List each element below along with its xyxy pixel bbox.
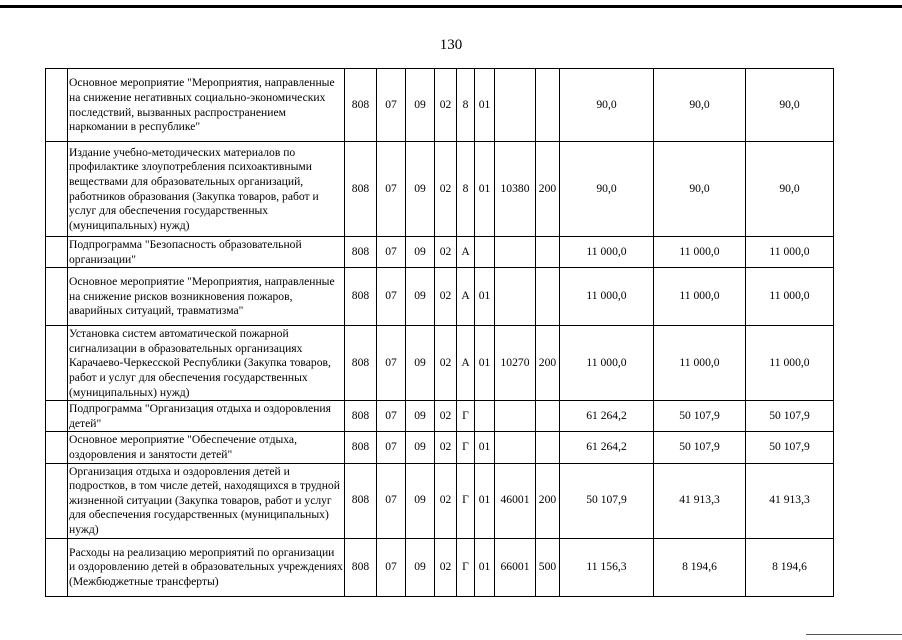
code-subsection: 09	[406, 401, 435, 432]
code-admin: 808	[345, 538, 377, 596]
code-section: 07	[377, 463, 406, 538]
amount-year-1: 11 156,3	[560, 538, 654, 596]
row-margin-cell	[46, 401, 68, 432]
amount-year-2: 11 000,0	[654, 326, 746, 401]
budget-table	[45, 68, 834, 597]
table-body	[46, 69, 834, 597]
code-direction	[495, 268, 536, 326]
code-subsection: 09	[406, 268, 435, 326]
code-admin: 808	[345, 401, 377, 432]
row-name: Установка систем автоматической пожарной сигнализации в образовательных организациях Карачаево-Черкесской Республики (Закупка товаров, работ и услуг для обеспечения государственных (муниципальных) нужд)	[68, 326, 345, 401]
code-admin: 808	[345, 326, 377, 401]
code-expense-type: 200	[536, 463, 560, 538]
amount-year-2: 11 000,0	[654, 237, 746, 268]
table-row	[46, 268, 834, 326]
code-direction	[495, 69, 536, 142]
code-section: 07	[377, 326, 406, 401]
table-row	[46, 237, 834, 268]
code-admin: 808	[345, 69, 377, 142]
amount-year-3: 11 000,0	[746, 268, 834, 326]
code-subprogram: Г	[457, 432, 475, 463]
row-name: Расходы на реализацию мероприятий по организации и оздоровлению детей в образовательных учреждениях (Межбюджетные трансферты)	[68, 538, 345, 596]
code-activity: 01	[475, 69, 495, 142]
amount-year-1: 11 000,0	[560, 237, 654, 268]
code-program: 02	[435, 401, 457, 432]
code-direction: 66001	[495, 538, 536, 596]
code-subprogram: Г	[457, 401, 475, 432]
amount-year-3: 11 000,0	[746, 237, 834, 268]
code-expense-type	[536, 432, 560, 463]
code-subsection: 09	[406, 463, 435, 538]
code-subprogram: 8	[457, 142, 475, 237]
table-row	[46, 401, 834, 432]
code-program: 02	[435, 237, 457, 268]
code-program: 02	[435, 326, 457, 401]
amount-year-1: 61 264,2	[560, 401, 654, 432]
code-expense-type	[536, 401, 560, 432]
code-direction: 10380	[495, 142, 536, 237]
row-name: Организация отдыха и оздоровления детей и подростков, в том числе детей, находящихся в трудной жизненной ситуации (Закупка товаров, работ и услуг для обеспечения государственных (муниципальных) нужд)	[68, 463, 345, 538]
amount-year-2: 8 194,6	[654, 538, 746, 596]
code-section: 07	[377, 268, 406, 326]
code-section: 07	[377, 69, 406, 142]
code-expense-type	[536, 237, 560, 268]
amount-year-2: 41 913,3	[654, 463, 746, 538]
amount-year-2: 50 107,9	[654, 401, 746, 432]
amount-year-2: 90,0	[654, 142, 746, 237]
row-margin-cell	[46, 69, 68, 142]
code-section: 07	[377, 237, 406, 268]
code-admin: 808	[345, 142, 377, 237]
code-direction	[495, 237, 536, 268]
code-subsection: 09	[406, 538, 435, 596]
code-activity	[475, 237, 495, 268]
amount-year-2: 50 107,9	[654, 432, 746, 463]
amount-year-1: 50 107,9	[560, 463, 654, 538]
code-activity	[475, 401, 495, 432]
amount-year-3: 41 913,3	[746, 463, 834, 538]
row-margin-cell	[46, 326, 68, 401]
table-row	[46, 69, 834, 142]
code-expense-type	[536, 69, 560, 142]
row-name: Основное мероприятие "Обеспечение отдыха, оздоровления и занятости детей"	[68, 432, 345, 463]
amount-year-3: 50 107,9	[746, 432, 834, 463]
row-margin-cell	[46, 463, 68, 538]
amount-year-1: 11 000,0	[560, 268, 654, 326]
code-expense-type	[536, 268, 560, 326]
code-subsection: 09	[406, 142, 435, 237]
row-name: Подпрограмма "Организация отдыха и оздоровления детей"	[68, 401, 345, 432]
table-row	[46, 142, 834, 237]
top-rule	[0, 5, 902, 8]
code-section: 07	[377, 432, 406, 463]
code-expense-type: 500	[536, 538, 560, 596]
code-activity: 01	[475, 326, 495, 401]
amount-year-1: 90,0	[560, 142, 654, 237]
code-activity: 01	[475, 463, 495, 538]
code-section: 07	[377, 142, 406, 237]
amount-year-1: 61 264,2	[560, 432, 654, 463]
code-direction	[495, 432, 536, 463]
amount-year-3: 8 194,6	[746, 538, 834, 596]
code-section: 07	[377, 401, 406, 432]
code-program: 02	[435, 538, 457, 596]
amount-year-3: 50 107,9	[746, 401, 834, 432]
code-subprogram: А	[457, 268, 475, 326]
amount-year-1: 90,0	[560, 69, 654, 142]
bottom-rule	[806, 634, 902, 635]
code-program: 02	[435, 268, 457, 326]
row-name: Основное мероприятие "Мероприятия, направленные на снижение негативных социально-экономических последствий, вызванных распространением наркомании в республике"	[68, 69, 345, 142]
code-admin: 808	[345, 268, 377, 326]
code-subprogram: Г	[457, 538, 475, 596]
code-program: 02	[435, 69, 457, 142]
code-activity: 01	[475, 432, 495, 463]
row-name: Основное мероприятие "Мероприятия, направленные на снижение рисков возникновения пожаров, аварийных ситуаций, травматизма"	[68, 268, 345, 326]
code-subprogram: А	[457, 237, 475, 268]
code-program: 02	[435, 432, 457, 463]
page-number: 130	[439, 37, 463, 53]
row-name: Издание учебно-методических материалов по профилактике злоупотребления психоактивными веществами для образовательных организаций, работников образования (Закупка товаров, работ и услуг для обеспечения государственных (муниципальных) нужд)	[68, 142, 345, 237]
code-subsection: 09	[406, 69, 435, 142]
code-section: 07	[377, 538, 406, 596]
amount-year-2: 11 000,0	[654, 268, 746, 326]
code-subprogram: Г	[457, 463, 475, 538]
table-row	[46, 326, 834, 401]
code-subsection: 09	[406, 326, 435, 401]
amount-year-1: 11 000,0	[560, 326, 654, 401]
row-margin-cell	[46, 268, 68, 326]
code-subsection: 09	[406, 237, 435, 268]
code-direction: 46001	[495, 463, 536, 538]
amount-year-3: 11 000,0	[746, 326, 834, 401]
table-row	[46, 463, 834, 538]
row-name: Подпрограмма "Безопасность образовательной организации"	[68, 237, 345, 268]
row-margin-cell	[46, 432, 68, 463]
amount-year-2: 90,0	[654, 69, 746, 142]
code-activity: 01	[475, 268, 495, 326]
code-direction	[495, 401, 536, 432]
code-activity: 01	[475, 538, 495, 596]
table-row	[46, 432, 834, 463]
code-expense-type: 200	[536, 326, 560, 401]
row-margin-cell	[46, 237, 68, 268]
code-admin: 808	[345, 237, 377, 268]
row-margin-cell	[46, 538, 68, 596]
code-admin: 808	[345, 463, 377, 538]
code-activity: 01	[475, 142, 495, 237]
code-direction: 10270	[495, 326, 536, 401]
code-subsection: 09	[406, 432, 435, 463]
code-admin: 808	[345, 432, 377, 463]
row-margin-cell	[46, 142, 68, 237]
code-expense-type: 200	[536, 142, 560, 237]
code-program: 02	[435, 463, 457, 538]
amount-year-3: 90,0	[746, 142, 834, 237]
code-subprogram: 8	[457, 69, 475, 142]
code-subprogram: А	[457, 326, 475, 401]
code-program: 02	[435, 142, 457, 237]
amount-year-3: 90,0	[746, 69, 834, 142]
table-row	[46, 538, 834, 596]
